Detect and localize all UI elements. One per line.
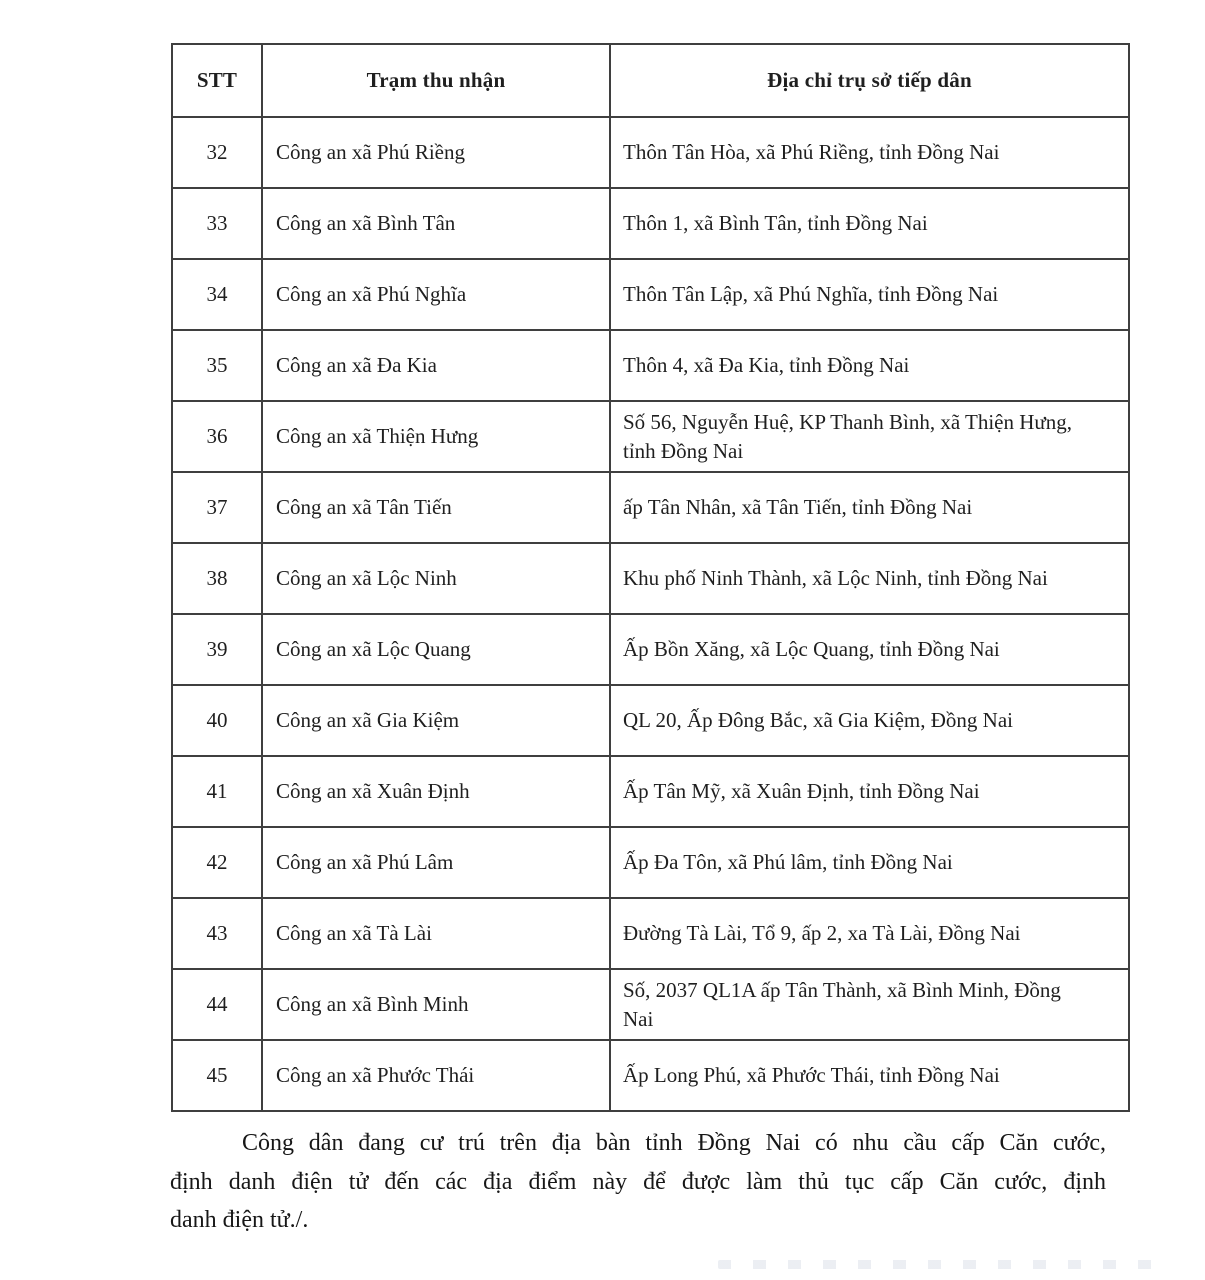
table-row: [172, 827, 1129, 898]
table-row: [172, 969, 1129, 1040]
address-cell: Ấp Long Phú, xã Phước Thái, tỉnh Đồng Nai: [610, 1040, 1129, 1111]
table-row: [172, 543, 1129, 614]
footer-line: Công dân đang cư trú trên địa bàn tỉnh Đồng Nai có nhu cầu cấp Căn cước,: [242, 1130, 1106, 1156]
stt-cell: 43: [172, 898, 262, 969]
station-cell: Công an xã Đa Kia: [262, 330, 610, 401]
address-cell: QL 20, Ấp Đông Bắc, xã Gia Kiệm, Đồng Nai: [610, 685, 1129, 756]
table-row: [172, 330, 1129, 401]
station-cell: Công an xã Bình Tân: [262, 188, 610, 259]
stt-cell: 37: [172, 472, 262, 543]
station-cell: Công an xã Tà Lài: [262, 898, 610, 969]
stt-cell: 35: [172, 330, 262, 401]
address-cell: Ấp Tân Mỹ, xã Xuân Định, tỉnh Đồng Nai: [610, 756, 1129, 827]
address-cell: ấp Tân Nhân, xã Tân Tiến, tỉnh Đồng Nai: [610, 472, 1129, 543]
faint-scan-artifact: [718, 1260, 1158, 1269]
column-header-stt: STT: [172, 44, 262, 117]
stt-cell: 33: [172, 188, 262, 259]
table-row: [172, 259, 1129, 330]
station-cell: Công an xã Tân Tiến: [262, 472, 610, 543]
stt-cell: 39: [172, 614, 262, 685]
table-row: [172, 614, 1129, 685]
address-cell: Khu phố Ninh Thành, xã Lộc Ninh, tỉnh Đồng Nai: [610, 543, 1129, 614]
footer-line: danh điện tử./.: [170, 1207, 309, 1233]
station-cell: Công an xã Lộc Quang: [262, 614, 610, 685]
stt-cell: 34: [172, 259, 262, 330]
table-header-row: [172, 44, 1129, 117]
table-row: [172, 898, 1129, 969]
station-cell: Công an xã Thiện Hưng: [262, 401, 610, 472]
column-header-station: Trạm thu nhận: [262, 44, 610, 117]
table-row: [172, 1040, 1129, 1111]
footer-paragraph: [170, 1124, 1106, 1240]
address-cell: Thôn 1, xã Bình Tân, tỉnh Đồng Nai: [610, 188, 1129, 259]
table-row: [172, 401, 1129, 472]
address-cell: Thôn 4, xã Đa Kia, tỉnh Đồng Nai: [610, 330, 1129, 401]
station-cell: Công an xã Lộc Ninh: [262, 543, 610, 614]
stt-cell: 41: [172, 756, 262, 827]
station-cell: Công an xã Gia Kiệm: [262, 685, 610, 756]
table-row: [172, 117, 1129, 188]
station-cell: Công an xã Xuân Định: [262, 756, 610, 827]
stt-cell: 32: [172, 117, 262, 188]
table-row: [172, 188, 1129, 259]
stt-cell: 36: [172, 401, 262, 472]
address-cell: Thôn Tân Lập, xã Phú Nghĩa, tỉnh Đồng Nai: [610, 259, 1129, 330]
station-cell: Công an xã Phú Nghĩa: [262, 259, 610, 330]
station-cell: Công an xã Phước Thái: [262, 1040, 610, 1111]
station-cell: Công an xã Phú Riềng: [262, 117, 610, 188]
address-cell: Số 56, Nguyễn Huệ, KP Thanh Bình, xã Thiện Hưng, tỉnh Đồng Nai: [610, 401, 1129, 472]
footer-line: định danh điện tử đến các địa điểm này để được làm thủ tục cấp Căn cước, định: [170, 1168, 1106, 1195]
address-cell: Thôn Tân Hòa, xã Phú Riềng, tỉnh Đồng Nai: [610, 117, 1129, 188]
stt-cell: 42: [172, 827, 262, 898]
column-header-address: Địa chỉ trụ sở tiếp dân: [610, 44, 1129, 117]
station-cell: Công an xã Phú Lâm: [262, 827, 610, 898]
reception-stations-table: [171, 43, 1130, 1112]
address-cell: Ấp Đa Tôn, xã Phú lâm, tỉnh Đồng Nai: [610, 827, 1129, 898]
stt-cell: 45: [172, 1040, 262, 1111]
station-cell: Công an xã Bình Minh: [262, 969, 610, 1040]
stt-cell: 38: [172, 543, 262, 614]
address-cell: Ấp Bồn Xăng, xã Lộc Quang, tỉnh Đồng Nai: [610, 614, 1129, 685]
address-cell: Đường Tà Lài, Tổ 9, ấp 2, xa Tà Lài, Đồng Nai: [610, 898, 1129, 969]
table-row: [172, 756, 1129, 827]
table-row: [172, 472, 1129, 543]
address-cell: Số, 2037 QL1A ấp Tân Thành, xã Bình Minh, Đồng Nai: [610, 969, 1129, 1040]
stt-cell: 40: [172, 685, 262, 756]
stt-cell: 44: [172, 969, 262, 1040]
table-row: [172, 685, 1129, 756]
